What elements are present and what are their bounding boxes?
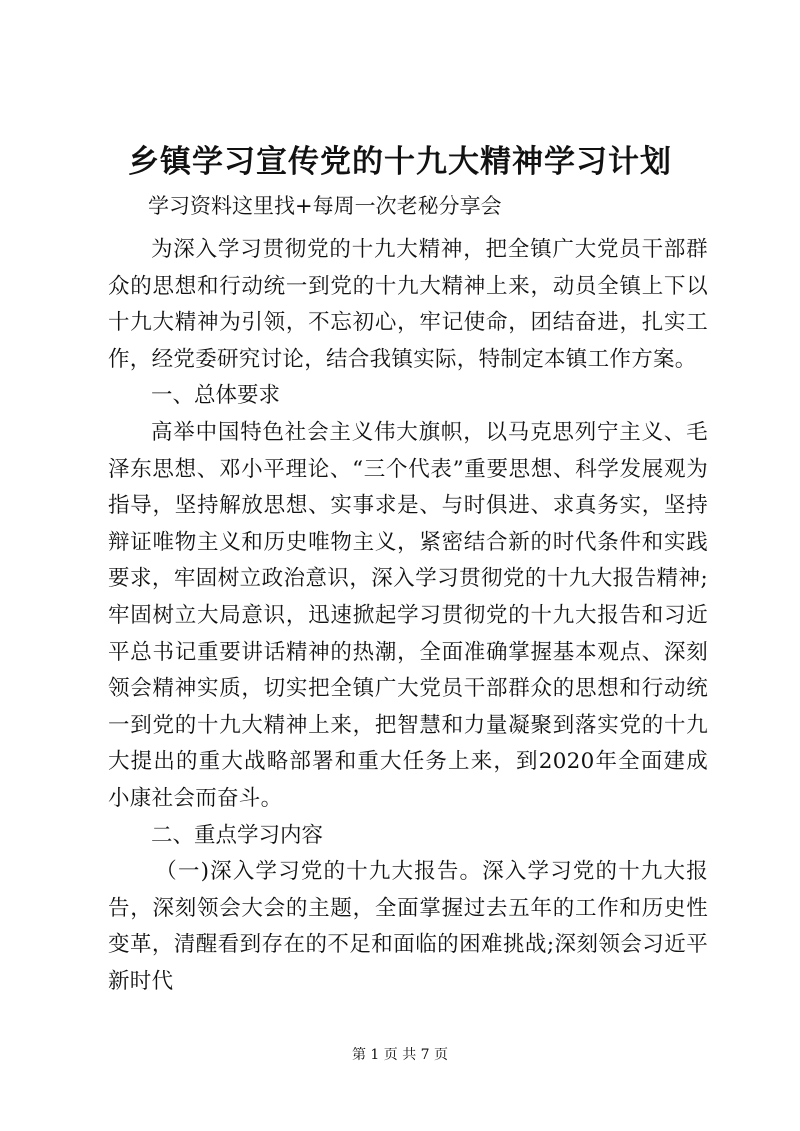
document-title: 乡镇学习宣传党的十九大精神学习计划 [128, 144, 672, 180]
key-content-paragraph: （一)深入学习党的十九大报告。深入学习党的十九大报告，深刻领会大会的主题，全面掌握过去五年的工作和历史性变革，清醒看到存在的不足和面临的困难挑战;深刻领会习近平新时代 [108, 859, 708, 994]
page-footer: 第 1 页 共 7 页 [351, 1047, 449, 1063]
document-subtitle: 学习资料这里找+每周一次老秘分享会 [148, 194, 502, 218]
document-body [108, 232, 708, 1000]
section-heading-key-content: 二、重点学习内容 [151, 822, 324, 848]
section-heading-general-requirements: 一、总体要求 [151, 383, 281, 409]
general-requirements-paragraph: 高举中国特色社会主义伟大旗帜，以马克思列宁主义、毛泽东思想、邓小平理论、“三个代表”重要思想、科学发展观为指导，坚持解放思想、实事求是、与时俱进、求真务实，坚持辩证唯物主义和历史唯物主义，紧密结合新的时代条件和实践要求，牢固树立政治意识，深入学习贯彻党的十九大报告精神;牢固树立大局意识，迅速掀起学习贯彻党的十九大报告和习近平总书记重要讲话精神的热潮，全面准确掌握基本观点、深刻领会精神实质，切实把全镇广大党员干部群众的思想和行动统一到党的十九大精神上来，把智慧和力量凝聚到落实党的十九大提出的重大战略部署和重大任务上来，到2020年全面建成小康社会而奋斗。 [108, 419, 708, 811]
intro-paragraph: 为深入学习贯彻党的十九大精神，把全镇广大党员干部群众的思想和行动统一到党的十九大精神上来，动员全镇上下以十九大精神为引领，不忘初心，牢记使命，团结奋进，扎实工作，经党委研究讨论，结合我镇实际，特制定本镇工作方案。 [108, 237, 708, 372]
